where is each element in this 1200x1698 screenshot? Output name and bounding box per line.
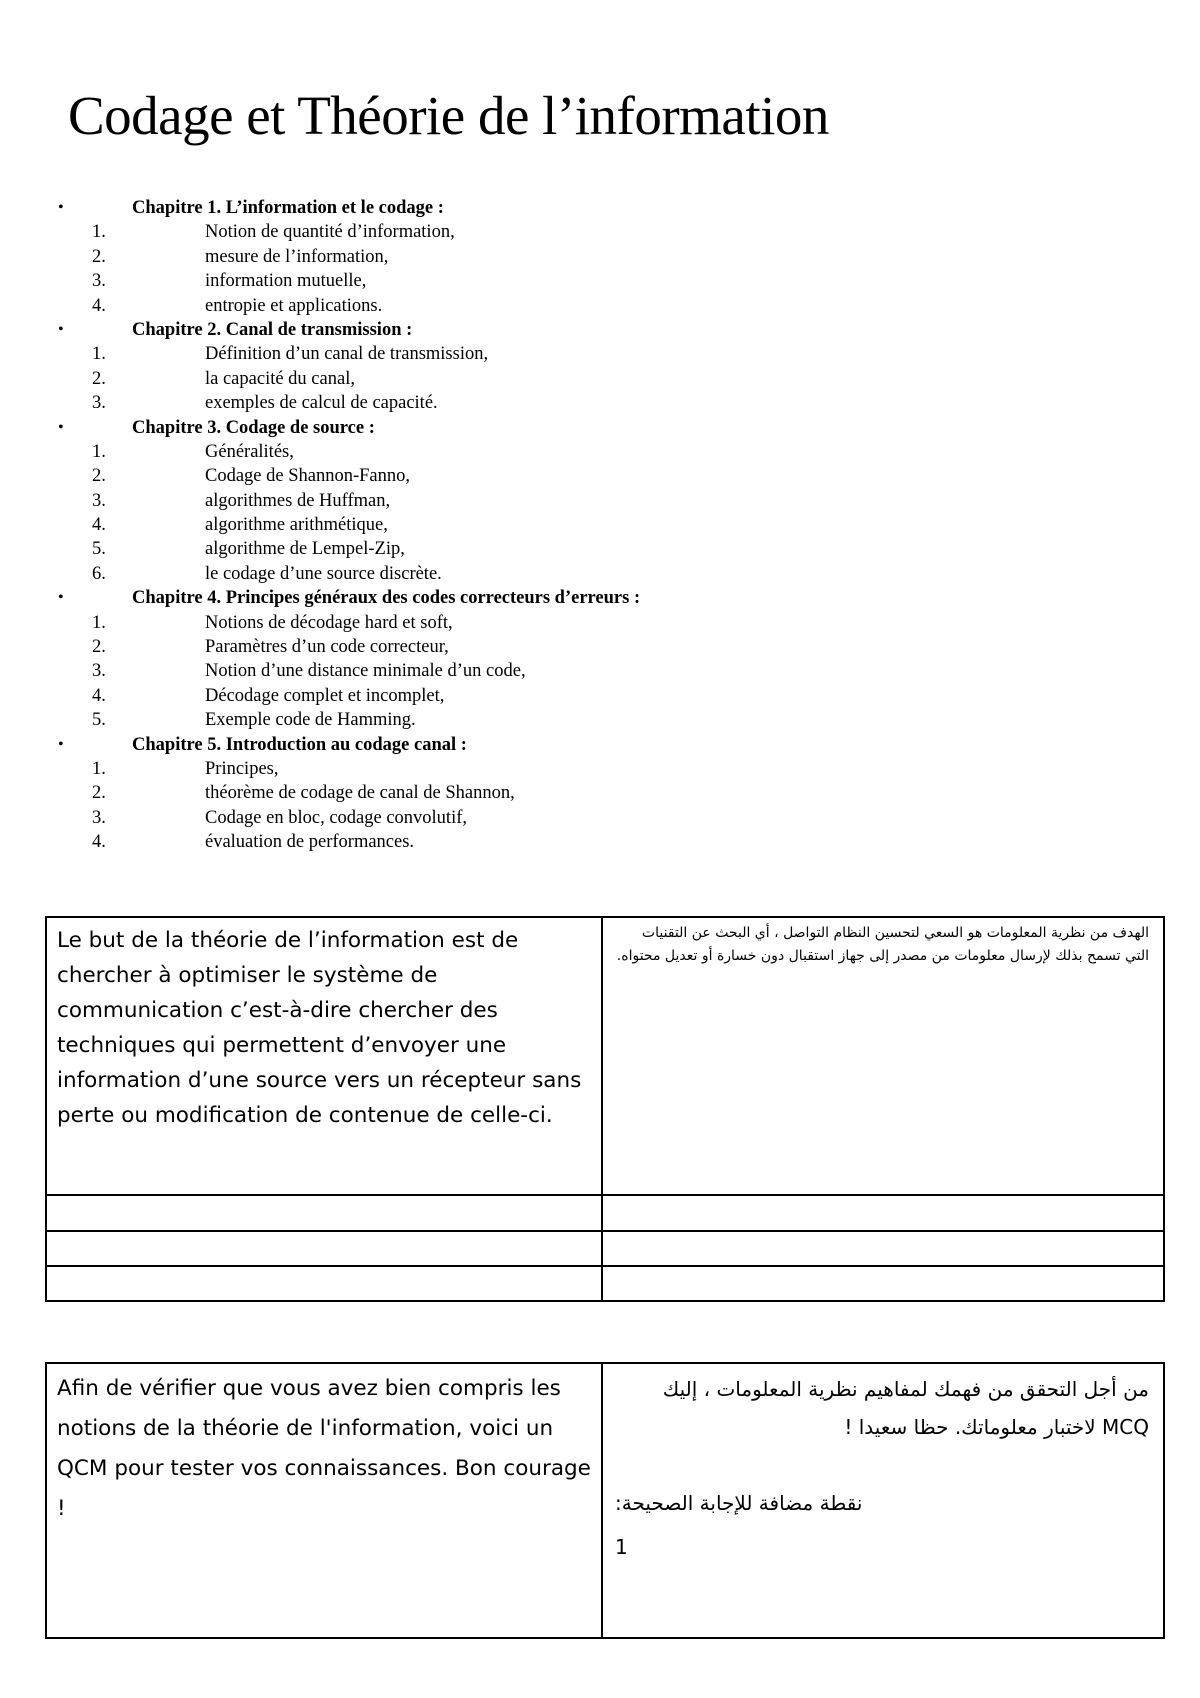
list-item-number: 5. bbox=[92, 710, 106, 731]
list-item-number: 6. bbox=[92, 563, 106, 584]
list-item-number: 3. bbox=[92, 807, 106, 828]
list-item bbox=[0, 367, 1200, 391]
empty-cell bbox=[46, 1266, 602, 1301]
quiz-arabic-line-1: من أجل التحقق من فهمك لمفاهيم نظرية المعلومات ، إليك bbox=[662, 1377, 1149, 1401]
list-item bbox=[0, 537, 1200, 561]
list-item-number: 3. bbox=[92, 271, 106, 292]
list-item-text: Notion de quantité d’information, bbox=[205, 222, 455, 243]
list-item-number: 2. bbox=[92, 246, 106, 267]
list-item-number: 1. bbox=[92, 612, 106, 633]
empty-cell bbox=[46, 1231, 602, 1266]
bullet-icon: • bbox=[58, 320, 64, 338]
list-item-number: 1. bbox=[92, 758, 106, 779]
document-title: Codage et Théorie de l’information bbox=[68, 85, 829, 146]
list-item bbox=[0, 708, 1200, 732]
list-item-number: 1. bbox=[92, 441, 106, 462]
bullet-icon: • bbox=[58, 199, 64, 216]
list-item bbox=[0, 513, 1200, 537]
list-item-text: théorème de codage de canal de Shannon, bbox=[205, 783, 515, 804]
objective-table bbox=[45, 916, 1165, 1302]
chapter-heading bbox=[0, 586, 1200, 610]
list-item-text: Paramètres d’un code correcteur, bbox=[205, 637, 449, 658]
list-item-text: la capacité du canal, bbox=[205, 368, 355, 389]
list-item-number: 2. bbox=[92, 368, 106, 389]
course-outline bbox=[0, 196, 1200, 855]
list-item-text: Notions de décodage hard et soft, bbox=[205, 612, 453, 633]
list-item-text: information mutuelle, bbox=[205, 271, 367, 292]
quiz-arabic-points: نقطة مضافة للإجابة الصحيحة: bbox=[615, 1491, 863, 1515]
chapter-title: Chapitre 2. Canal de transmission : bbox=[132, 319, 413, 340]
list-item-number: 4. bbox=[92, 515, 106, 536]
list-item bbox=[0, 269, 1200, 293]
objective-french-text: Le but de la théorie de l’information est de chercher à optimiser le système de communication c’est-à-dire chercher des techniques qui permettent d’envoyer une information d’une source vers un récepteur sans perte ou modification de contenue de celle-ci. bbox=[57, 928, 582, 1128]
list-item bbox=[0, 220, 1200, 244]
list-item-number: 1. bbox=[92, 222, 106, 243]
list-item-text: évaluation de performances. bbox=[205, 832, 415, 853]
bullet-icon: • bbox=[58, 418, 64, 436]
chapter-heading bbox=[0, 318, 1200, 342]
quiz-french-text: Afin de vérifier que vous avez bien compris les notions de la théorie de l'information, voici un QCM pour tester vos connaissances. Bon courage ! bbox=[57, 1376, 591, 1521]
list-item-text: Principes, bbox=[205, 758, 279, 779]
list-item-number: 1. bbox=[92, 344, 106, 365]
list-item-text: Décodage complet et incomplet, bbox=[205, 685, 445, 706]
list-item-text: algorithme arithmétique, bbox=[205, 515, 388, 536]
list-item-text: entropie et applications. bbox=[205, 295, 383, 316]
list-item-text: le codage d’une source discrète. bbox=[205, 563, 442, 584]
list-item bbox=[0, 757, 1200, 781]
quiz-intro-table bbox=[45, 1362, 1165, 1639]
list-item bbox=[0, 611, 1200, 635]
list-item bbox=[0, 806, 1200, 830]
list-item-number: 3. bbox=[92, 490, 106, 511]
list-item bbox=[0, 342, 1200, 366]
list-item-number: 3. bbox=[92, 661, 106, 682]
list-item-text: Notion d’une distance minimale d’un code, bbox=[205, 661, 526, 682]
list-item bbox=[0, 562, 1200, 586]
empty-cell bbox=[46, 1195, 602, 1231]
list-item-text: mesure de l’information, bbox=[205, 246, 389, 267]
chapter-title: Chapitre 4. Principes généraux des codes correcteurs d’erreurs : bbox=[132, 588, 641, 609]
list-item-text: Généralités, bbox=[205, 441, 294, 462]
list-item-number: 5. bbox=[92, 539, 106, 560]
list-item bbox=[0, 659, 1200, 683]
list-item bbox=[0, 391, 1200, 415]
list-item-text: algorithmes de Huffman, bbox=[205, 490, 391, 511]
chapter-title: Chapitre 5. Introduction au codage canal : bbox=[132, 734, 467, 755]
quiz-arabic-line-2: MCQ لاختبار معلوماتك. حظا سعيدا ! bbox=[844, 1415, 1149, 1439]
list-item-text: algorithme de Lempel-Zip, bbox=[205, 539, 405, 560]
list-item bbox=[0, 294, 1200, 318]
list-item-number: 3. bbox=[92, 393, 106, 414]
chapter-heading bbox=[0, 733, 1200, 757]
chapter-title: Chapitre 1. L’information et le codage : bbox=[132, 198, 444, 218]
list-item-text: Codage de Shannon-Fanno, bbox=[205, 466, 411, 487]
quiz-points-value: 1 bbox=[615, 1535, 628, 1559]
list-item-text: exemples de calcul de capacité. bbox=[205, 393, 438, 414]
chapter-title: Chapitre 3. Codage de source : bbox=[132, 417, 375, 438]
quiz-arabic-cell bbox=[602, 1363, 1164, 1638]
list-item-number: 4. bbox=[92, 295, 106, 316]
empty-cell bbox=[602, 1266, 1164, 1301]
list-item-number: 2. bbox=[92, 783, 106, 804]
list-item bbox=[0, 684, 1200, 708]
objective-arabic-cell bbox=[602, 917, 1164, 1195]
list-item bbox=[0, 464, 1200, 488]
list-item-number: 4. bbox=[92, 685, 106, 706]
list-item bbox=[0, 781, 1200, 805]
list-item bbox=[0, 489, 1200, 513]
list-item-number: 2. bbox=[92, 637, 106, 658]
list-item-number: 2. bbox=[92, 466, 106, 487]
chapter-heading bbox=[0, 196, 1200, 220]
list-item bbox=[0, 635, 1200, 659]
objective-french-cell bbox=[46, 917, 602, 1195]
objective-arabic-text: الهدف من نظرية المعلومات هو السعي لتحسين النظام التواصل ، أي البحث عن التقنيات التي تسمح بذلك لإرسال معلومات من مصدر إلى جهاز استقبال دون خسارة أو تعديل محتواه. bbox=[616, 925, 1149, 964]
quiz-french-cell bbox=[46, 1363, 602, 1638]
list-item bbox=[0, 830, 1200, 854]
list-item bbox=[0, 245, 1200, 269]
list-item-number: 4. bbox=[92, 832, 106, 853]
bullet-icon: • bbox=[58, 589, 64, 607]
list-item-text: Définition d’un canal de transmission, bbox=[205, 344, 489, 365]
list-item-text: Codage en bloc, codage convolutif, bbox=[205, 807, 467, 828]
empty-cell bbox=[602, 1231, 1164, 1266]
empty-cell bbox=[602, 1195, 1164, 1231]
list-item bbox=[0, 440, 1200, 464]
chapter-heading bbox=[0, 416, 1200, 440]
bullet-icon: • bbox=[58, 735, 64, 753]
list-item-text: Exemple code de Hamming. bbox=[205, 710, 416, 731]
